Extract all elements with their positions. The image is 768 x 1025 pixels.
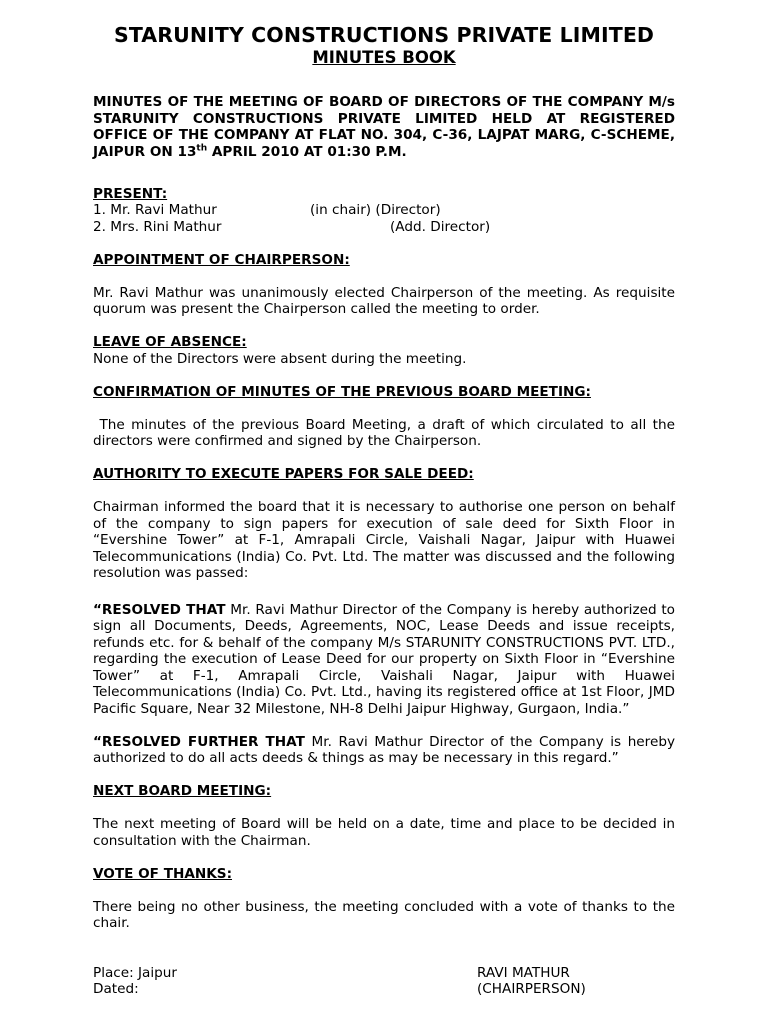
dated-label: Dated: [93, 981, 139, 998]
resolved-further-paragraph: “RESOLVED FURTHER THAT Mr. Ravi Mathur Director of the Company is hereby authorized to do all acts deeds & things as may be necessary in this regard.” [93, 733, 676, 767]
resolved-paragraph: “RESOLVED THAT Mr. Ravi Mathur Director of the Company is hereby authorized to sign all Documents, Deeds, Agreements, NOC, Lease Deeds and issue receipts, refunds etc. for & behalf of the company M/s STARUNITY CONSTRUCTIONS PVT. LTD., regarding the execution of Lease Deed for our property on Sixth Floor in “Evershine Tower” at F-1, Amrapali Circle, Vaishali Nagar, Jaipur with Huawei Telecommunications (India) Co. Pvt. Ltd., having its registered office at 1st Floor, JMD Pacific Square, Near 32 Milestone, NH-8 Delhi Jaipur Highway, Gurgaon, India.” [93, 601, 675, 717]
place-label: Place: Jaipur [93, 964, 177, 981]
present-member-1: 1. Mr. Ravi Mathur (in chair) (Director) [93, 202, 441, 219]
signatory-role: (CHAIRPERSON) [477, 981, 586, 998]
signatory-name: RAVI MATHUR [477, 964, 570, 981]
company-title: STARUNITY CONSTRUCTIONS PRIVATE LIMITED [113, 23, 655, 47]
leave-title: LEAVE OF ABSENCE: [93, 334, 247, 351]
next-meeting-title: NEXT BOARD MEETING: [93, 783, 272, 800]
confirmation-title: CONFIRMATION OF MINUTES OF THE PREVIOUS BOARD MEETING: [93, 383, 591, 400]
authority-title: AUTHORITY TO EXECUTE PAPERS FOR SALE DEED: [93, 466, 474, 483]
resolved-further-lead: “RESOLVED FURTHER THAT [93, 733, 305, 750]
leave-text: None of the Directors were absent during the meeting. [93, 350, 467, 367]
authority-text: Chairman informed the board that it is necessary to authorise one person on behalf of the company to sign papers for execution of sale deed for Sixth Floor in “Evershine Tower” at F-1, Amrapali Circle, Vaishali Nagar, Jaipur with Huawei Telecommunications (India) Co. Pvt. Ltd. The matter was discussed and the following resolution was passed: [93, 499, 675, 582]
signature-footer [93, 965, 675, 1025]
chairperson-title: APPOINTMENT OF CHAIRPERSON: [93, 251, 350, 268]
present-title: PRESENT: [93, 185, 168, 202]
resolved-lead: “RESOLVED THAT [93, 601, 226, 618]
vote-of-thanks-title: VOTE OF THANKS: [93, 865, 233, 882]
document-page [93, 22, 680, 1025]
chairperson-text: Mr. Ravi Mathur was unanimously elected Chairperson of the meeting. As requisite quorum was present the Chairperson called the meeting to order. [93, 284, 675, 318]
confirmation-text: The minutes of the previous Board Meeting, a draft of which circulated to all the directors were confirmed and signed by the Chairperson. [93, 416, 680, 450]
present-member-2: 2. Mrs. Rini Mathur (Add. Director) [93, 218, 491, 235]
minutes-book-title: MINUTES BOOK [312, 48, 456, 67]
meeting-heading: MINUTES OF THE MEETING OF BOARD OF DIRECTORS OF THE COMPANY M/s STARUNITY CONSTRUCTIONS PRIVATE LIMITED HELD AT REGISTERED OFFICE OF THE COMPANY AT FLAT NO. 304, C-36, LAJPAT MARG, C-SCHEME, JAIPUR ON 13th APRIL 2010 AT 01:30 P.M. [93, 94, 675, 161]
vote-of-thanks-text: There being no other business, the meeting concluded with a vote of thanks to the chair. [93, 898, 675, 932]
next-meeting-text: The next meeting of Board will be held on a date, time and place to be decided in consultation with the Chairman. [93, 816, 675, 849]
